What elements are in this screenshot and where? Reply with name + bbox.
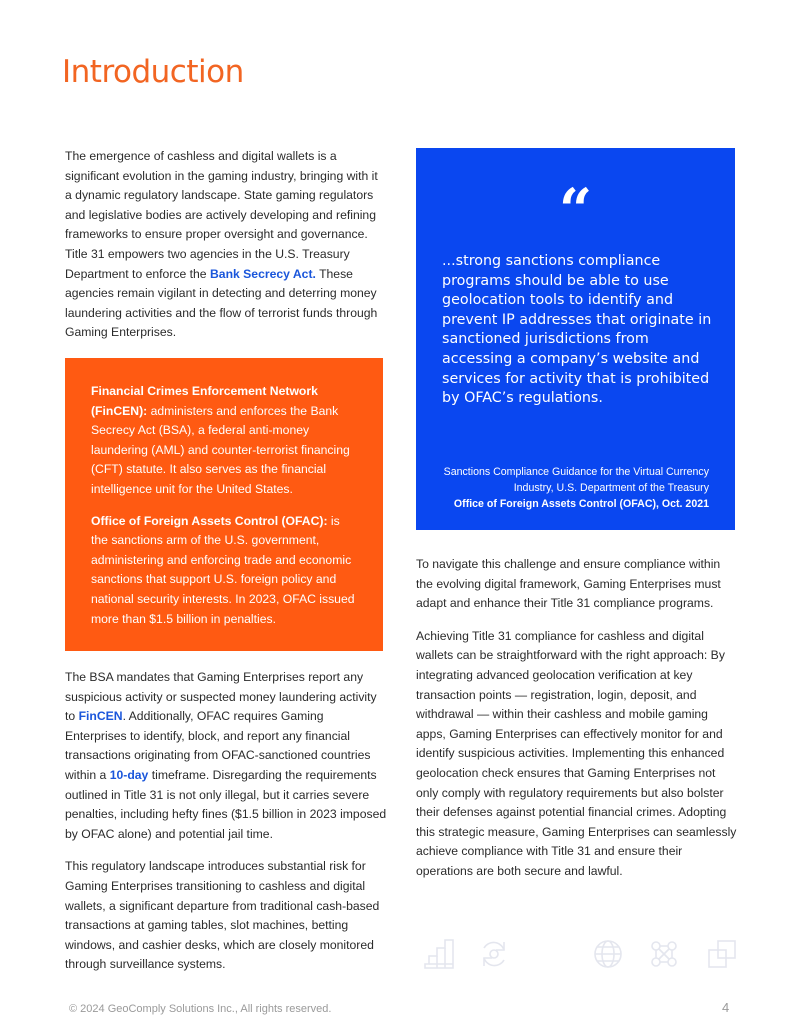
fincen-description: administers and enforces the Bank Secrecy Act (BSA), a federal anti-money laundering (AML) and counter-terrorist financing (CFT) statute. It also serves as the financial intelligence unit for the United States. [91,403,350,496]
quote-source-bold: Office of Foreign Assets Control (OFAC), Oct. 2021 [453,498,709,510]
fincen-link[interactable]: FinCEN [78,709,123,724]
quote-box [416,148,735,530]
quote-text: ...strong sanctions compliance programs should be able to use geolocation tools to identify and prevent IP addresses that originate in sanctioned jurisdictions from accessing a company’s website and services for activity that is prohibited by OFAC’s regulations. [442,253,712,407]
page-title: Introduction [62,54,244,90]
layered-squares-icon [706,938,738,970]
compliance-section [416,555,738,895]
footer-copyright: © 2024 GeoComply Solutions Inc., All rights reserved. [69,1003,332,1015]
network-nodes-icon [648,938,680,970]
intro-section [65,147,387,356]
fincen-definition [91,382,359,500]
quote-mark-icon: “ [558,176,593,244]
quote-source-line: Sanctions Compliance Guidance for the Virtual Currency Industry, U.S. Department of the Treasury [443,466,709,494]
fincen-name: Financial Crimes Enforcement Network (FinCEN): [91,384,318,418]
bsa-text-2: . Additionally, OFAC requires Gaming Enterprises to identify, block, and report any financial transactions originating from OFAC-sanctioned countries within a [65,709,371,782]
ofac-definition [91,512,359,630]
page-number: 4 [722,1000,730,1015]
bsa-text-3: timeframe. Disregarding the requirements outlined in Title 31 is not only illegal, but it carries severe penalties, including hefty fines ($1.5 billion in 2023 imposed by OFAC alone) and potential jail time. [65,767,387,841]
refresh-cycle-icon [478,938,510,970]
intro-paragraph [65,147,387,343]
ofac-name: Office of Foreign Assets Control (OFAC): [91,513,328,528]
stairs-icon [423,938,455,970]
agencies-callout-box [65,358,383,651]
navigate-paragraph: To navigate this challenge and ensure compliance within the evolving digital framework, Gaming Enterprises must adapt and enhance their Title 31 compliance programs. [416,557,721,611]
quote-source [419,464,709,512]
bank-secrecy-act-link[interactable]: Bank Secrecy Act. [209,266,316,281]
intro-text-start: The emergence of cashless and digital wallets is a significant evolution in the gaming industry, bringing with it a dynamic regulatory landscape. State gaming regulators and legislative bodies are actively developing and refining frameworks to ensure proper oversight and governance. Title 31 empowers two agencies in the U.S. Treasury Department to enforce the [65,149,378,281]
bsa-paragraph [65,668,387,844]
bsa-text-1: The BSA mandates that Gaming Enterprises report any suspicious activity or suspected money laundering activity to [65,670,377,724]
ofac-description: is the sanctions arm of the U.S. government, administering and enforcing trade and economic sanctions that support U.S. foreign policy and national security interests. In 2023, OFAC issued more than $1.5 billion in penalties. [91,513,355,626]
ten-day-link[interactable]: 10-day [109,767,149,782]
intro-text-end: These agencies remain vigilant in detecting and deterring money laundering activities and the flow of terrorist funds through Gaming Enterprises. [65,266,378,340]
globe-icon [592,938,624,970]
bsa-section [65,668,387,988]
achieving-paragraph: Achieving Title 31 compliance for cashless and digital wallets can be straightforward with the right approach: By integrating advanced geolocation verification at key transaction points — registration, login, deposit, and withdrawal — within their cashless and mobile gaming apps, Gaming Enterprises can effectively monitor for and identify suspicious activities. Implementing this enhanced geolocation check ensures that Gaming Enterprises not only comply with regulatory requirements but also bolster their defenses against potential financial crimes. Adopting this strategic measure, Gaming Enterprises can seamlessly achieve compliance with Title 31 and ensure their operations are both secure and lawful. [416,628,737,878]
decorative-icon-row [420,938,740,972]
risk-paragraph: This regulatory landscape introduces substantial risk for Gaming Enterprises transitioning to cashless and digital wallets, a significant departure from traditional cash-based transactions at gaming tables, slot machines, betting windows, and cashier desks, which are closely monitored through surveillance systems. [65,859,380,972]
